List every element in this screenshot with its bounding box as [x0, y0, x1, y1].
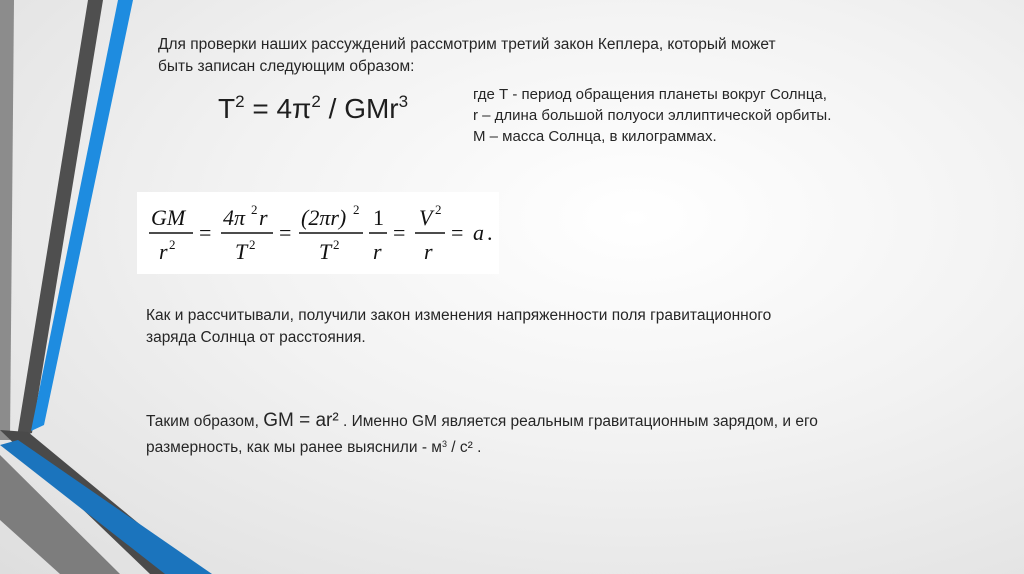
eq-4: =: [451, 220, 464, 245]
f5-den: r: [424, 239, 433, 264]
eq-3: =: [393, 220, 406, 245]
kepler-law-formula: [218, 92, 408, 125]
eq-2: =: [279, 220, 292, 245]
stripe-gray-outer: [0, 0, 14, 440]
dimension-prefix: размерность, как мы ранее выяснили - м: [146, 439, 442, 456]
f3-num-exp: 2: [353, 202, 360, 217]
paragraph-3-prefix: Таким образом,: [146, 413, 264, 430]
f4-num: 1: [373, 205, 384, 230]
kepler-rhs-part2: / GMr: [320, 93, 399, 124]
dimension-mid: / с: [446, 439, 468, 456]
definition-period: где Т - период обращения планеты вокруг Солнца,: [473, 86, 827, 103]
f3-num: (2πr): [301, 205, 347, 230]
formula-end: .: [487, 220, 493, 245]
stripe-dark: [17, 0, 103, 437]
f2-num-b: r: [259, 205, 268, 230]
definition-mass: М – масса Солнца, в килограммах.: [473, 128, 717, 145]
dimension-suffix: ² .: [467, 439, 482, 456]
f2-num-a: 4π: [223, 205, 246, 230]
f5-num-exp: 2: [435, 202, 442, 217]
paragraph-3-line-1: [146, 410, 946, 433]
definition-semi-axis: r – длина большой полуоси эллиптической орбиты.: [473, 107, 832, 124]
kepler-rhs-exp2: 3: [398, 92, 409, 111]
f2-den: T: [235, 239, 248, 264]
f1-den: r: [159, 239, 168, 264]
f3-den: T: [319, 239, 332, 264]
result-a: a: [473, 220, 484, 245]
f1-num: GM: [151, 205, 186, 230]
paragraph-2: [146, 305, 906, 349]
intro-line-2: быть записан следующим образом:: [158, 58, 415, 75]
f2-den-exp: 2: [249, 237, 256, 252]
gm-equation: GM = ar²: [263, 410, 339, 431]
decorative-stripes: [0, 0, 240, 574]
kepler-lhs-base: T: [218, 93, 236, 124]
f5-num: V: [419, 205, 433, 230]
paragraph-2-line-1: Как и рассчитывали, получили закон изменения напряженности поля гравитационного: [146, 307, 772, 324]
paragraph-3-line-2: [146, 433, 946, 459]
intro-line-1: Для проверки наших рассуждений рассмотрим третий закон Кеплера, который может: [158, 36, 776, 53]
paragraph-2-line-2: заряда Солнца от расстояния.: [146, 329, 366, 346]
formula-image: [137, 192, 499, 274]
kepler-lhs-exp: 2: [235, 92, 245, 111]
f2-num-exp: 2: [251, 202, 258, 217]
paragraph-3-middle: . Именно GM является реальным гравитационным зарядом, и его: [338, 413, 818, 430]
paragraph-3: [146, 410, 946, 459]
intro-text: [158, 34, 918, 78]
f3-den-exp: 2: [333, 237, 340, 252]
kepler-rhs-part1: = 4π: [244, 93, 312, 124]
eq-1: =: [199, 220, 212, 245]
f1-den-exp: 2: [169, 237, 176, 252]
f4-den: r: [373, 239, 382, 264]
dimension-exp: 3: [441, 439, 447, 449]
definitions: [473, 84, 953, 147]
kepler-rhs-exp1: 2: [311, 92, 321, 111]
